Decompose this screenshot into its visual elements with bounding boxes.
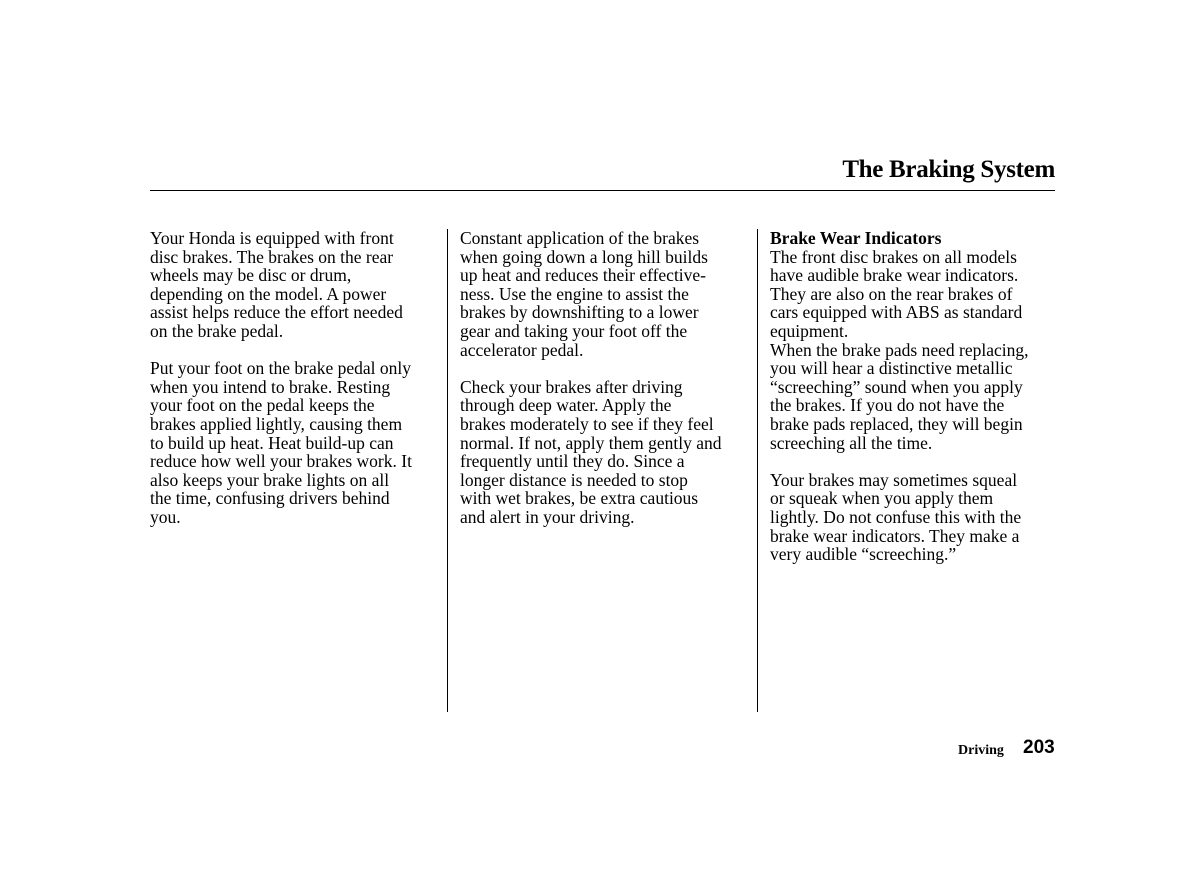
paragraph-brake-pedal: Put your foot on the brake pedal only when you intend to brake. Resting your foot on the pedal keeps the brakes applied lightly, causing them to build up heat. Heat build-up can reduce how well your brakes work. It also keeps your brake lights on all the time, confusing drivers behind you. (150, 358, 412, 527)
footer-section-label: Driving (958, 743, 1004, 758)
paragraph-downhill-braking: Constant application of the brakes when going down a long hill builds up heat and reduces their effective- ness. Use the engine to assist the brakes by downshifting to a lower gear and taking your foot off the accelerator pedal. (460, 228, 708, 360)
page-number: 203 (1023, 737, 1055, 758)
column-left (150, 229, 445, 527)
paragraph-squeal: Your brakes may sometimes squeal or squeak when you apply them lightly. Do not confuse this with the brake wear indicators. They make a very audible “screeching.” (770, 469, 1022, 565)
column-right (770, 229, 1065, 564)
paragraph-screeching: When the brake pads need replacing, you will hear a distinctive metallic “screeching” sound when you apply the brakes. If you do not have the brake pads replaced, they will begin screeching all the time. (770, 339, 1029, 453)
section-heading-brake-wear: Brake Wear Indicators (770, 228, 942, 248)
title-divider (150, 190, 1055, 191)
paragraph-wet-brakes: Check your brakes after driving through deep water. Apply the brakes moderately to see if they feel normal. If not, apply them gently and frequently until they do. Since a longer distance is needed to stop with wet brakes, be extra cautious and alert in your driving. (460, 376, 722, 527)
paragraph-disc-brakes: Your Honda is equipped with front disc brakes. The brakes on the rear wheels may be disc or drum, depending on the model. A power assist helps reduce the effort needed on the brake pedal. (150, 228, 403, 341)
column-divider-right (757, 229, 758, 712)
column-middle (460, 229, 755, 527)
page-title: The Braking System (842, 156, 1055, 183)
paragraph-wear-indicators: The front disc brakes on all models have audible brake wear indicators. They are also on the rear brakes of cars equipped with ABS as standard equipment. (770, 246, 1023, 341)
column-divider-left (447, 229, 448, 712)
